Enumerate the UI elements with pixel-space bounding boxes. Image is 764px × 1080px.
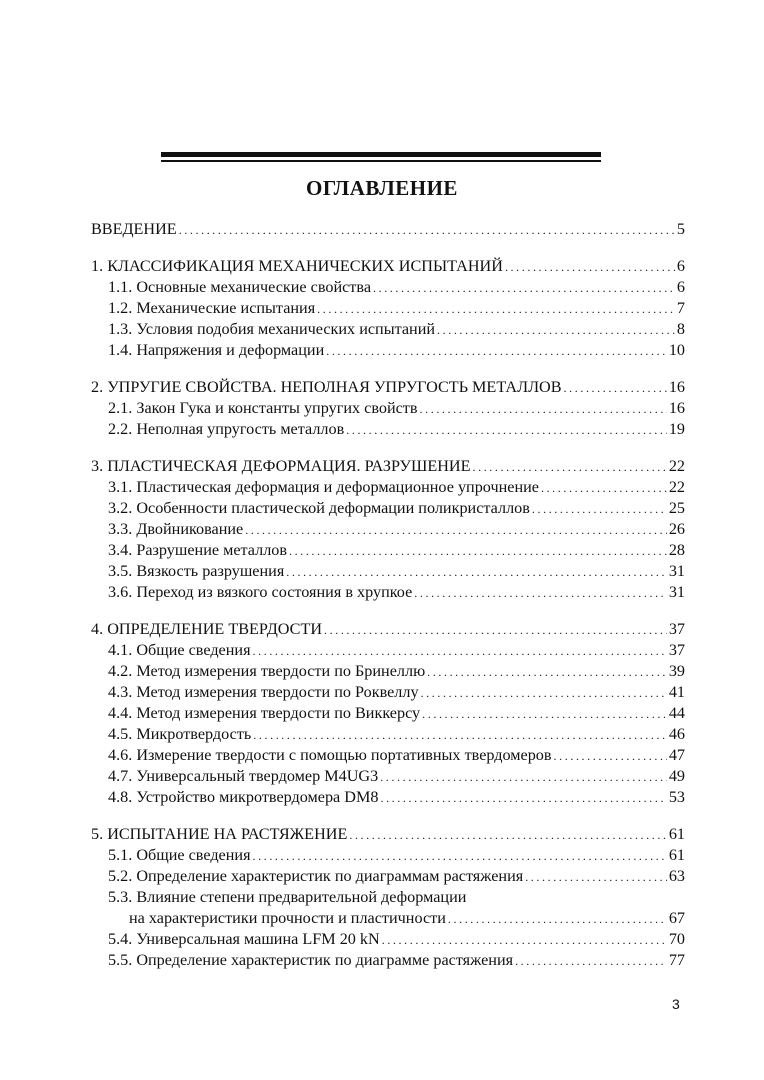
toc-section-entry[interactable] bbox=[91, 398, 685, 419]
toc-entry-page: 63 bbox=[668, 867, 685, 885]
toc-title: ОГЛАВЛЕНИЕ bbox=[306, 176, 458, 200]
toc-entry-title: 5.4. Универсальная машина LFM 20 kN bbox=[108, 930, 380, 948]
toc-dot-leader bbox=[414, 583, 667, 604]
toc-chapter-entry[interactable] bbox=[91, 456, 685, 477]
toc-dot-leader bbox=[253, 846, 667, 867]
toc-entry-page: 37 bbox=[668, 620, 685, 638]
toc-dot-leader bbox=[380, 767, 667, 788]
toc-chapter-entry[interactable] bbox=[91, 256, 685, 277]
toc-dot-leader bbox=[373, 278, 675, 299]
toc-section-entry[interactable] bbox=[91, 787, 685, 808]
section-gap bbox=[91, 808, 685, 824]
toc-entry-title: 5. ИСПЫТАНИЕ НА РАСТЯЖЕНИЕ bbox=[91, 825, 348, 843]
toc-dot-leader bbox=[346, 420, 667, 441]
page-number: 3 bbox=[672, 996, 680, 1012]
toc-entry-page: 47 bbox=[668, 746, 685, 764]
toc-entry-title: 5.1. Общие сведения bbox=[108, 846, 251, 864]
toc-dot-leader bbox=[473, 457, 667, 478]
toc-entry-page: 28 bbox=[668, 541, 685, 559]
toc-entry-page: 61 bbox=[668, 825, 685, 843]
toc-section-entry[interactable] bbox=[91, 845, 685, 866]
toc-entry-title: 4.3. Метод измерения твердости по Роквеллу bbox=[108, 683, 419, 701]
toc-dot-leader bbox=[505, 257, 675, 278]
toc-entry-title: 4.6. Измерение твердости с помощью портативных твердомеров bbox=[108, 746, 552, 764]
toc-entry-page: 39 bbox=[668, 662, 685, 680]
toc-entry-page: 26 bbox=[668, 520, 685, 538]
toc-entry-title: 3.4. Разрушение металлов bbox=[108, 541, 288, 559]
toc-entry-page: 16 bbox=[668, 378, 685, 396]
toc-dot-leader bbox=[525, 867, 667, 888]
toc-entry-title: 2.1. Закон Гука и константы упругих свойств bbox=[108, 399, 418, 417]
toc-dot-leader bbox=[515, 951, 667, 972]
toc-dot-leader bbox=[317, 299, 675, 320]
toc-entry-page: 41 bbox=[668, 683, 685, 701]
toc-entry-page: 37 bbox=[668, 641, 685, 659]
header-rule-thick bbox=[161, 152, 601, 157]
toc-entry-title: 3.5. Вязкость разрушения bbox=[108, 562, 285, 580]
section-gap bbox=[91, 240, 685, 256]
toc-entry-title: 1.1. Основные механические свойства bbox=[108, 278, 371, 296]
toc-entry-page: 19 bbox=[668, 420, 685, 438]
toc-entry-page: 46 bbox=[668, 725, 685, 743]
toc-entry-title: 2.2. Неполная упругость металлов bbox=[108, 420, 345, 438]
toc-entry-title: 3.2. Особенности пластической деформации поликристаллов bbox=[108, 499, 530, 517]
toc-dot-leader bbox=[289, 541, 667, 562]
toc-entry-title: 3.1. Пластическая деформация и деформационное упрочнение bbox=[108, 478, 539, 496]
toc-section-entry[interactable] bbox=[91, 661, 685, 682]
toc-entry-page: 44 bbox=[668, 704, 685, 722]
toc-entry-page: 16 bbox=[668, 399, 685, 417]
toc-entry-title: 4. ОПРЕДЕЛЕНИЕ ТВЕРДОСТИ bbox=[91, 620, 323, 638]
toc-dot-leader bbox=[253, 641, 667, 662]
toc-entry-title: 1.2. Механические испытания bbox=[108, 299, 316, 317]
toc-section-entry[interactable] bbox=[91, 745, 685, 766]
toc-section-entry[interactable] bbox=[91, 519, 685, 540]
toc-dot-leader bbox=[380, 788, 666, 809]
toc-chapter-entry[interactable] bbox=[91, 824, 685, 845]
toc-entry-title: ВВЕДЕНИЕ bbox=[91, 220, 177, 238]
section-gap bbox=[91, 361, 685, 377]
toc-entry-page: 5 bbox=[676, 220, 685, 238]
toc-dot-leader bbox=[326, 341, 667, 362]
toc-entry-title: 1. КЛАССИФИКАЦИЯ МЕХАНИЧЕСКИХ ИСПЫТАНИЙ bbox=[91, 257, 503, 275]
toc-section-entry[interactable] bbox=[91, 540, 685, 561]
toc-entry-title: 5.3. Влияние степени предварительной деформации bbox=[108, 888, 467, 906]
toc-section-entry[interactable] bbox=[91, 477, 685, 498]
toc-chapter-entry[interactable] bbox=[91, 377, 685, 398]
toc-section-entry[interactable] bbox=[91, 703, 685, 724]
toc-section-entry[interactable] bbox=[91, 929, 685, 950]
toc-entry-page: 31 bbox=[668, 583, 685, 601]
toc-entry-page: 70 bbox=[668, 930, 685, 948]
toc-dot-leader bbox=[179, 220, 675, 241]
toc-entry-page: 22 bbox=[668, 457, 685, 475]
toc-dot-leader bbox=[427, 662, 667, 683]
toc-entry-title: 4.2. Метод измерения твердости по Бринеллю bbox=[108, 662, 426, 680]
toc-section-entry[interactable] bbox=[91, 766, 685, 787]
toc-chapter-entry[interactable] bbox=[91, 219, 685, 240]
toc-entry-page: 10 bbox=[668, 341, 685, 359]
toc-section-entry[interactable] bbox=[91, 298, 685, 319]
toc-dot-leader bbox=[382, 930, 667, 951]
toc-entry-title: 3. ПЛАСТИЧЕСКАЯ ДЕФОРМАЦИЯ. РАЗРУШЕНИЕ bbox=[91, 457, 471, 475]
toc-entry-title: 4.4. Метод измерения твердости по Виккерсу bbox=[108, 704, 421, 722]
toc-entry-title: 3.3. Двойникование bbox=[108, 520, 244, 538]
toc-section-entry[interactable] bbox=[91, 640, 685, 661]
toc-entry-title: на характеристики прочности и пластичности bbox=[129, 909, 446, 927]
toc-section-entry[interactable] bbox=[91, 887, 685, 908]
toc-dot-leader bbox=[324, 620, 667, 641]
toc-entry-title: 4.1. Общие сведения bbox=[108, 641, 251, 659]
toc-entry-page: 25 bbox=[668, 499, 685, 517]
toc-dot-leader bbox=[448, 909, 667, 930]
toc-entry-title: 3.6. Переход из вязкого состояния в хрупкое bbox=[108, 583, 413, 601]
toc-section-entry[interactable] bbox=[91, 724, 685, 745]
toc-dot-leader bbox=[245, 520, 667, 541]
toc-dot-leader bbox=[541, 478, 667, 499]
toc-dot-leader bbox=[422, 704, 667, 725]
toc-entry-title: 1.3. Условия подобия механических испытаний bbox=[108, 320, 436, 338]
toc-section-entry[interactable] bbox=[91, 866, 685, 887]
toc-dot-leader bbox=[554, 746, 667, 767]
toc-dot-leader bbox=[420, 399, 667, 420]
table-of-contents bbox=[91, 219, 685, 971]
toc-entry-title: 4.7. Универсальный твердомер M4UG3 bbox=[108, 767, 379, 785]
toc-section-entry[interactable] bbox=[91, 340, 685, 361]
toc-entry-page: 77 bbox=[668, 951, 685, 969]
toc-dot-leader bbox=[286, 562, 667, 583]
toc-entry-title: 4.8. Устройство микротвердомера DM8 bbox=[108, 788, 379, 806]
section-gap bbox=[91, 440, 685, 456]
toc-section-entry[interactable] bbox=[91, 682, 685, 703]
toc-entry-page: 7 bbox=[676, 299, 685, 317]
toc-section-entry[interactable] bbox=[91, 950, 685, 971]
toc-section-entry[interactable] bbox=[91, 908, 685, 929]
toc-section-entry[interactable] bbox=[91, 582, 685, 603]
toc-section-entry[interactable] bbox=[91, 498, 685, 519]
toc-dot-leader bbox=[253, 725, 667, 746]
toc-dot-leader bbox=[532, 499, 667, 520]
section-gap bbox=[91, 603, 685, 619]
toc-entry-page: 53 bbox=[668, 788, 685, 806]
toc-dot-leader bbox=[421, 683, 667, 704]
toc-entry-page: 31 bbox=[668, 562, 685, 580]
toc-chapter-entry[interactable] bbox=[91, 619, 685, 640]
toc-section-entry[interactable] bbox=[91, 561, 685, 582]
header-rule-thin bbox=[161, 160, 601, 162]
toc-entry-title: 5.2. Определение характеристик по диаграммам растяжения bbox=[108, 867, 524, 885]
toc-section-entry[interactable] bbox=[91, 319, 685, 340]
toc-dot-leader bbox=[564, 378, 667, 399]
toc-dot-leader bbox=[349, 825, 666, 846]
toc-entry-title: 4.5. Микротвердость bbox=[108, 725, 252, 743]
toc-section-entry[interactable] bbox=[91, 277, 685, 298]
toc-dot-leader bbox=[437, 320, 675, 341]
toc-entry-page: 49 bbox=[668, 767, 685, 785]
toc-entry-page: 6 bbox=[676, 257, 685, 275]
toc-section-entry[interactable] bbox=[91, 419, 685, 440]
toc-entry-page: 22 bbox=[668, 478, 685, 496]
toc-entry-page: 8 bbox=[676, 320, 685, 338]
toc-entry-page: 61 bbox=[668, 846, 685, 864]
toc-entry-title: 1.4. Напряжения и деформации bbox=[108, 341, 325, 359]
toc-entry-page: 6 bbox=[676, 278, 685, 296]
toc-entry-page: 67 bbox=[668, 909, 685, 927]
toc-entry-title: 5.5. Определение характеристик по диаграмме растяжения bbox=[108, 951, 514, 969]
toc-entry-title: 2. УПРУГИЕ СВОЙСТВА. НЕПОЛНАЯ УПРУГОСТЬ МЕТАЛЛОВ bbox=[91, 378, 562, 396]
